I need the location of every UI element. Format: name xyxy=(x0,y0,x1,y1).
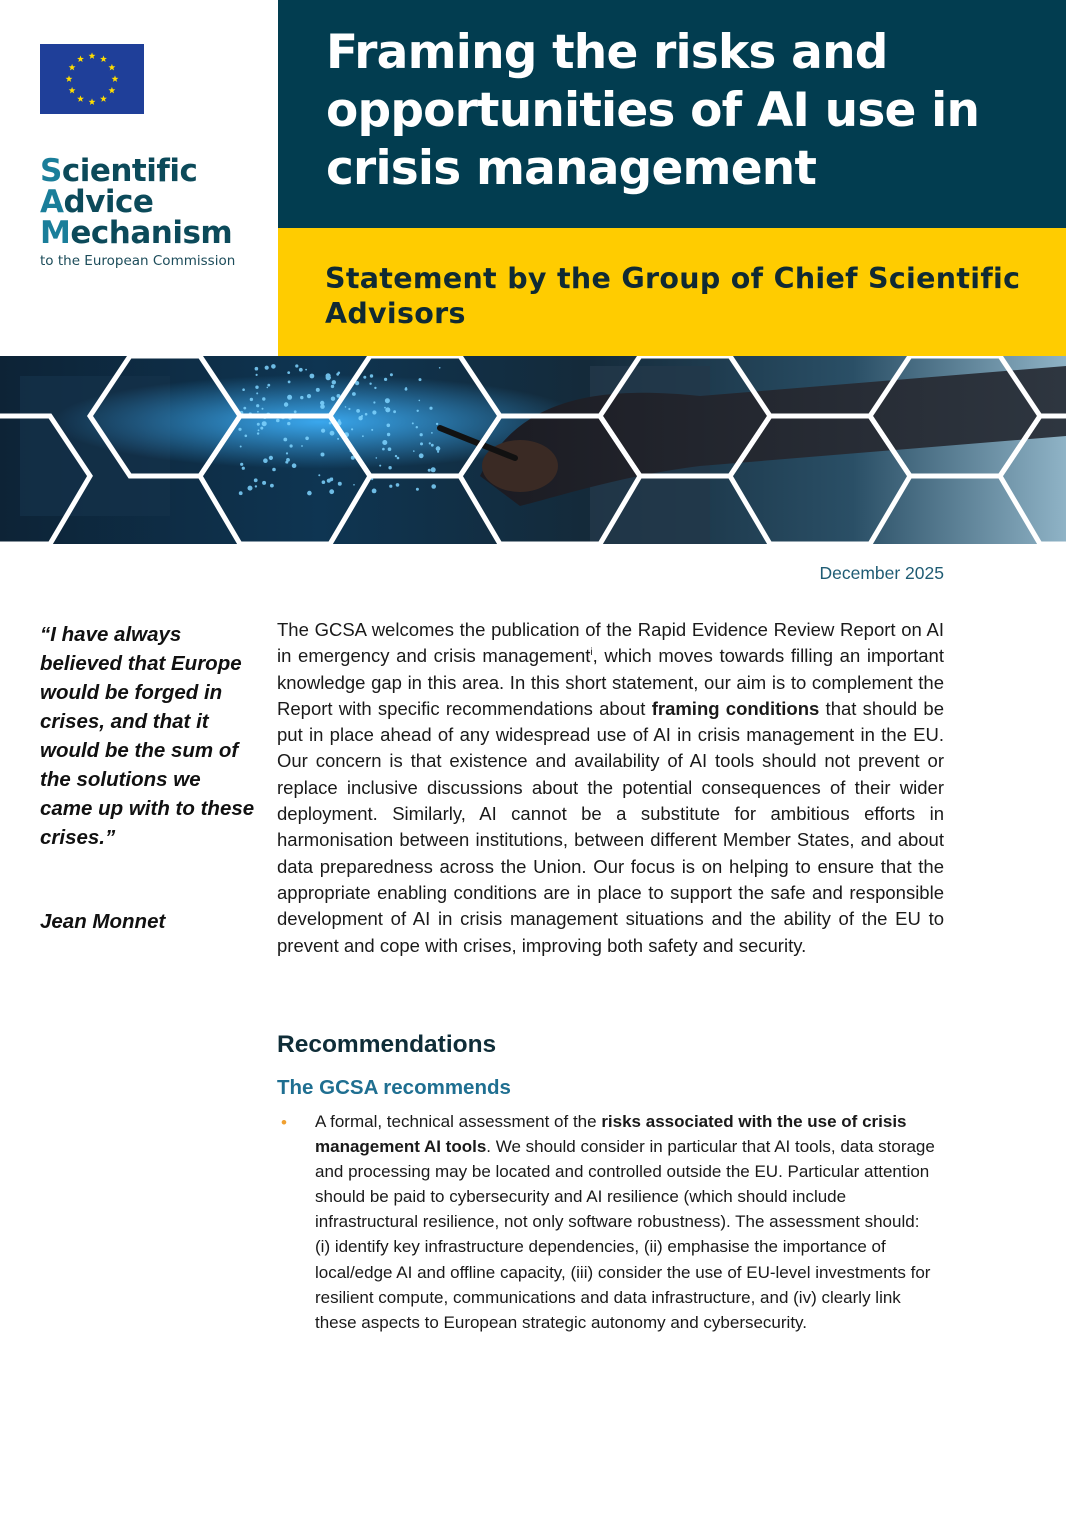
banner-dot xyxy=(370,374,373,377)
banner-dot xyxy=(260,427,263,430)
banner-dot xyxy=(238,428,241,431)
banner-dot xyxy=(263,458,268,463)
banner-dot xyxy=(388,466,391,469)
banner-dot xyxy=(416,426,418,428)
document-title: Framing the risks and opportunities of AI use in crisis management xyxy=(326,25,980,196)
eu-star-icon xyxy=(100,55,107,62)
banner-dot xyxy=(431,484,436,489)
banner-dot xyxy=(321,453,325,457)
intro-text-1: The GCSA welcomes the publication of the Rapid Evidence Review Report on AI in emergency and crisis management xyxy=(277,619,944,667)
banner-dot xyxy=(272,468,276,472)
banner-dot xyxy=(356,409,360,413)
banner-dot xyxy=(361,415,363,417)
banner-dot xyxy=(420,442,423,445)
banner-dot xyxy=(322,480,326,484)
banner-dot xyxy=(307,491,312,496)
logo-subtitle: to the European Commission xyxy=(40,253,236,269)
eu-star-icon xyxy=(69,87,76,94)
banner-dot xyxy=(305,369,307,371)
banner-dot xyxy=(413,450,415,452)
banner-dot xyxy=(316,388,320,392)
eu-star-icon xyxy=(77,55,84,62)
banner-dot xyxy=(321,429,325,433)
banner-dot xyxy=(329,489,334,494)
banner-dot xyxy=(327,479,331,483)
banner-dot xyxy=(265,366,269,370)
banner-dot xyxy=(331,397,335,401)
banner-dot xyxy=(262,481,266,485)
title-band xyxy=(278,0,1066,228)
banner-dot xyxy=(437,451,439,453)
banner-dot xyxy=(393,410,396,413)
banner-dot xyxy=(300,396,303,399)
logo-word: dvice xyxy=(63,184,154,220)
banner-dot xyxy=(371,429,373,431)
bullet-icon: • xyxy=(281,1113,287,1132)
banner-dot xyxy=(369,383,371,385)
banner-dot xyxy=(338,482,342,486)
banner-dot xyxy=(320,404,325,409)
item-text-pre: A formal, technical assessment of the xyxy=(315,1112,602,1131)
banner-dot xyxy=(387,424,391,428)
intro-text-3: that should be put in place ahead of any widespread use of AI in crisis management in the EU. Our concern is that existence and availability of AI tools should not prevent or replace inclusive discussions about the potential consequences of their wider deployment. Similarly, AI cannot be a substitute for ambitious efforts in harmonisation between institutions, between different Member States, and about data preparedness across the Union. Our focus is on helping to ensure that the appropriate enabling conditions are in place to support the safe and responsible development of AI in crisis management situations and the ability of the EU to prevent and cope with crises, improving both safety and security. xyxy=(277,697,945,956)
banner-dot xyxy=(256,374,258,376)
quote-text: “I have always believed that Europe would be forged in crises, and that it would be the sum of the solutions we came up with to these crises.” xyxy=(40,623,255,849)
banner-dot xyxy=(262,421,267,426)
banner-dot xyxy=(352,392,356,396)
banner-dot xyxy=(397,457,400,460)
eu-star-icon xyxy=(108,64,115,71)
banner-dot xyxy=(242,467,245,470)
banner-dot xyxy=(301,445,303,447)
banner-dot xyxy=(338,419,340,421)
banner-dot xyxy=(348,408,350,410)
banner-dot xyxy=(379,465,381,467)
banner-dot xyxy=(269,456,273,460)
banner-dot xyxy=(429,407,432,410)
banner-dot xyxy=(330,431,335,436)
eu-star-icon xyxy=(100,95,107,102)
banner-dot xyxy=(417,410,419,412)
logo-word: echanism xyxy=(70,215,233,251)
banner-dot xyxy=(255,386,258,389)
banner-dot xyxy=(287,371,290,374)
recommendations-heading: Recommendations xyxy=(277,1031,497,1058)
banner-dot xyxy=(267,387,269,389)
banner-dot xyxy=(336,373,339,376)
banner-dot xyxy=(431,444,434,447)
banner-dot xyxy=(257,432,259,434)
banner-dot xyxy=(286,458,290,462)
recommendations-list xyxy=(277,1109,937,1335)
banner-dot xyxy=(310,374,315,379)
banner-dot xyxy=(412,422,414,424)
banner-dot xyxy=(286,452,288,454)
banner-dot xyxy=(270,484,274,488)
eu-star-icon xyxy=(89,52,96,59)
banner-dot xyxy=(257,423,260,426)
banner-dot xyxy=(292,463,297,468)
banner-dot xyxy=(267,384,270,387)
banner-dot xyxy=(431,467,436,472)
banner-dot xyxy=(256,392,258,394)
banner-dot xyxy=(396,483,400,487)
banner-dot xyxy=(262,397,265,400)
banner-dot xyxy=(290,444,293,447)
logo-area xyxy=(0,0,278,356)
publication-date: December 2025 xyxy=(819,563,944,583)
eu-star-icon xyxy=(66,75,73,82)
banner-dot xyxy=(420,433,423,436)
banner-dot xyxy=(439,367,441,369)
banner-dot xyxy=(385,407,390,412)
hexagon-banner-image xyxy=(0,356,1066,544)
banner-dot xyxy=(255,485,257,487)
banner-dot xyxy=(365,413,368,416)
list-item xyxy=(277,1109,937,1335)
banner-dot xyxy=(428,469,431,472)
banner-dot xyxy=(283,438,287,442)
intro-paragraph xyxy=(277,617,944,959)
banner-dot xyxy=(419,378,422,381)
eu-star-icon xyxy=(108,87,115,94)
intro-bold-framing: framing conditions xyxy=(651,697,820,719)
logo-word: cientific xyxy=(61,153,198,189)
banner-dot xyxy=(431,432,433,434)
logo-letter: M xyxy=(40,215,71,251)
banner-dot xyxy=(387,433,390,436)
banner-dot xyxy=(242,388,245,391)
banner-dot xyxy=(337,438,339,440)
banner-dot xyxy=(363,376,366,379)
banner-dot xyxy=(284,404,287,407)
banner-dot xyxy=(255,367,259,371)
item-text-bold: risks associated with the use of crisis management AI tools xyxy=(315,1112,907,1157)
banner-dot xyxy=(351,428,353,430)
banner-dot xyxy=(287,395,292,400)
banner-dot xyxy=(362,435,364,437)
banner-dot xyxy=(271,364,276,369)
scientific-advice-mechanism-logo xyxy=(40,153,270,269)
intro-text-2: , which moves towards filling an important knowledge gap in this area. In this short statement, our aim is to complement the Report with specific recommendations about xyxy=(277,645,944,719)
banner-dot xyxy=(384,407,386,409)
banner-dot xyxy=(429,442,431,444)
banner-dot xyxy=(395,455,397,457)
banner-dot xyxy=(299,368,303,372)
eu-star-icon xyxy=(89,98,96,105)
banner-dot xyxy=(388,447,392,451)
banner-dot xyxy=(329,422,332,425)
eu-star-icon xyxy=(69,64,76,71)
banner-dot xyxy=(373,401,375,403)
quote-author: Jean Monnet xyxy=(40,910,166,933)
banner-dot xyxy=(436,423,438,425)
banner-dot xyxy=(239,491,243,495)
banner-dot xyxy=(382,440,387,445)
recommendations-subheading: The GCSA recommends xyxy=(277,1076,511,1099)
banner-dot xyxy=(245,435,248,438)
banner-dot xyxy=(318,474,320,476)
banner-dot xyxy=(288,381,291,384)
banner-dot xyxy=(419,400,421,402)
banner-dot xyxy=(326,373,331,378)
banner-dot xyxy=(416,488,419,491)
banner-dot xyxy=(294,410,297,413)
banner-dot xyxy=(257,411,259,413)
banner-dot xyxy=(385,398,390,403)
subtitle-band xyxy=(278,228,1066,356)
banner-dot xyxy=(436,446,441,451)
footnote-ref: i xyxy=(590,647,593,659)
banner-dot xyxy=(248,486,253,491)
banner-dot xyxy=(254,478,258,482)
banner-dot xyxy=(345,406,347,408)
logo-letter: S xyxy=(40,153,62,189)
banner-dot xyxy=(240,463,243,466)
banner-dot xyxy=(332,380,336,384)
banner-dot xyxy=(382,448,385,451)
banner-dot xyxy=(258,429,260,431)
document-subtitle: Statement by the Group of Chief Scientific Advisors xyxy=(325,262,1021,330)
banner-dot xyxy=(276,419,280,423)
banner-dot xyxy=(419,453,424,458)
eu-flag-icon xyxy=(40,44,144,114)
banner-dot xyxy=(243,407,246,410)
banner-dot xyxy=(250,398,253,401)
banner-dot xyxy=(374,387,376,389)
banner-dot xyxy=(372,410,376,414)
banner-dot xyxy=(240,446,242,448)
eu-star-icon xyxy=(112,75,119,82)
logo-letter: A xyxy=(40,184,64,220)
banner-dot xyxy=(390,373,393,376)
banner-dot xyxy=(256,404,259,407)
banner-dot xyxy=(353,484,355,486)
eu-star-icon xyxy=(77,95,84,102)
banner-dot xyxy=(262,408,264,410)
banner-dot xyxy=(295,364,298,367)
banner-dot xyxy=(389,485,392,488)
banner-dot xyxy=(305,437,309,441)
banner-dot xyxy=(331,385,334,388)
banner-dot xyxy=(384,378,387,381)
banner-dot xyxy=(372,489,377,494)
banner-dot xyxy=(331,478,333,480)
item-text-post: . We should consider in particular that AI tools, data storage and processing may be located and controlled outside the EU. Particular attention should be paid to cybersecurity and AI resilience (which should include infrastructural resilience, not only software robustness). The assessment should: (i) identify key infrastructure dependencies, (ii) emphasise the importance of local/edge AI and offline capacity, (iii) consider the use of EU-level investments for resilient compute, communications and data infrastructure, and (iv) clearly link these aspects to European strategic autonomy and cybersecurity. xyxy=(315,1137,935,1332)
banner-dot xyxy=(376,457,378,459)
banner-dot xyxy=(405,388,408,391)
banner-dot xyxy=(307,394,311,398)
banner-dot xyxy=(287,422,290,425)
